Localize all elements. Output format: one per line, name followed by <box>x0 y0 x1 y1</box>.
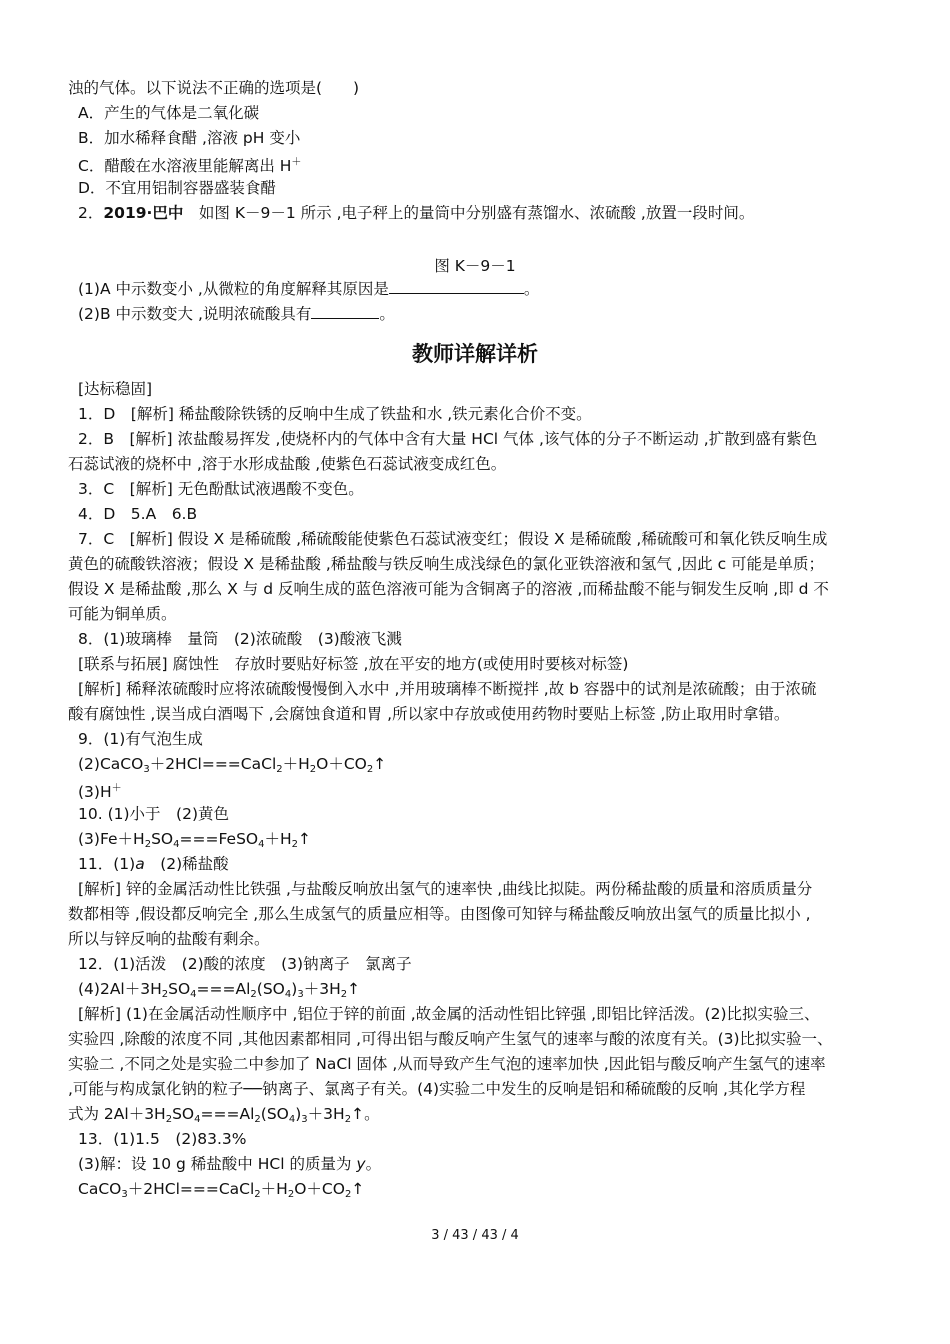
answer-7-line-1: 7．C [解析] 假设 X 是稀硫酸 ,稀硫酸能使紫色石蕊试液变红；假设 X 是稀硫酸 ,稀硫酸可和氧化铁反响生成 <box>78 530 828 548</box>
option-c <box>78 153 301 176</box>
answer-13: 13．(1)1.5 (2)83.3% <box>78 1130 247 1148</box>
question-2 <box>78 203 754 223</box>
answer-blank-1[interactable] <box>389 279 524 294</box>
answer-7-line-2: 黄色的硫酸铁溶液；假设 X 是稀盐酸 ,稀盐酸与铁反响生成浅绿色的氯化亚铁溶液和氢气 ,因此 c 可能是单质； <box>68 555 825 573</box>
answer-13-solution: (3)解：设 10 g 稀盐酸中 HCl 的质量为 y。 <box>78 1155 382 1173</box>
answer-9-part-3: (3)H＋ <box>78 783 122 801</box>
answer-12-analysis-line-2: 实验四 ,除酸的浓度不同 ,其他因素都相同 ,可得出铝与酸反响产生氢气的速率与酸的浓度有关。(3)比拟实验一、 <box>68 1030 833 1048</box>
equation-2: $(3)Fe+H_2SO_4===FeSO_4+H_2↑$ <box>78 830 312 850</box>
option-b: B．加水稀释食醋 ,溶液 pH 变小 <box>78 129 301 147</box>
answer-11: 11．(1)a (2)稀盐酸 <box>78 855 229 873</box>
answer-8: 8．(1)玻璃棒 量筒 (2)浓硫酸 (3)酸液飞溅 <box>78 630 402 648</box>
answer-2-line-1: 2．B [解析] 浓盐酸易挥发 ,使烧杯内的气体中含有大量 HCl 气体 ,该气体的分子不断运动 ,扩散到盛有紫色 <box>78 430 818 448</box>
answer-12-analysis-line-4: ,可能与构成氯化钠的粒子──钠离子、氯离子有关。(4)实验二中发生的反响是铝和稀硫酸的反响 ,其化学方程 <box>68 1080 806 1098</box>
question-2-part-1-text: (1)A 中示数变小 ,从微粒的角度解释其原因是 <box>78 280 389 298</box>
answer-4-6: 4．D 5.A 6.B <box>78 505 198 523</box>
answer-12-analysis-line-3: 实验二 ,不同之处是实验二中参加了 NaCl 固体 ,从而导致产生气泡的速率加快 ,因此铝与酸反响产生氢气的速率 <box>68 1055 826 1073</box>
answer-blank-2[interactable] <box>311 304 379 319</box>
answer-3: 3．C [解析] 无色酚酞试液遇酸不变色。 <box>78 480 364 498</box>
answer-7-line-4: 可能为铜单质。 <box>68 605 177 623</box>
question-2-part-1 <box>78 279 539 299</box>
answer-2-line-2: 石蕊试液的烧杯中 ,溶于水形成盐酸 ,使紫色石蕊试液变成红色。 <box>68 455 507 473</box>
question-2-text: 如图 K－9－1 所示 ,电子秤上的量筒中分别盛有蒸馏水、浓硫酸 ,放置一段时间。 <box>183 204 755 222</box>
option-c-text: C．醋酸在水溶液里能解离出 H <box>78 157 292 175</box>
answer-1: 1．D [解析] 稀盐酸除铁锈的反响中生成了铁盐和水 ,铁元素化合价不变。 <box>78 405 592 423</box>
question-2-source: 2019·巴中 <box>103 204 184 222</box>
equation-3: $(4)2Al+3H_2SO_4===Al_2(SO_4)_3+3H_2↑$ <box>78 980 361 1000</box>
question-2-part-1-end: 。 <box>523 280 540 298</box>
question-2-number: 2． <box>78 204 104 222</box>
answer-7-line-3: 假设 X 是稀盐酸 ,那么 X 与 d 反响生成的蓝色溶液可能为含铜离子的溶液 ,而稀盐酸不能与铜发生反响 ,即 d 不 <box>68 580 829 598</box>
option-a: A．产生的气体是二氧化碳 <box>78 104 260 122</box>
answer-8-extension: [联系与拓展] 腐蚀性 存放时要贴好标签 ,放在平安的地方(或使用时要核对标签) <box>78 655 629 673</box>
equation-4: 式为 $2Al+3H_2SO_4===Al_2(SO_4)_3+3H_2↑$。 <box>68 1105 380 1125</box>
answer-12-analysis-line-1: [解析] (1)在金属活动性顺序中 ,铝位于锌的前面 ,故金属的活动性铝比锌强 ,即铝比锌活泼。(2)比拟实验三、 <box>78 1005 820 1023</box>
answer-8-analysis-line-2: 酸有腐蚀性 ,误当成白酒喝下 ,会腐蚀食道和胃 ,所以家中存放或使用药物时要贴上标签 ,防止取用时拿错。 <box>68 705 790 723</box>
equation-5: $CaCO_3+2HCl===CaCl_2+H_2O+CO_2↑$ <box>78 1180 365 1200</box>
option-d: D．不宜用铝制容器盛装食醋 <box>78 179 276 197</box>
answer-11-analysis-line-1: [解析] 锌的金属活动性比铁强 ,与盐酸反响放出氢气的速率快 ,曲线比拟陡。两份稀盐酸的质量和溶质质量分 <box>78 880 813 898</box>
answer-10: 10. (1)小于 (2)黄色 <box>78 805 229 823</box>
equation-1: $(2)CaCO_3+2HCl===CaCl_2+H_2O+CO_2↑$ <box>78 755 387 775</box>
answer-9-part-1: 9．(1)有气泡生成 <box>78 730 203 748</box>
answer-11-analysis-line-2: 数都相等 ,假设都反响完全 ,那么生成氢气的质量应相等。由图像可知锌与稀盐酸反响放出氢气的质量比拟小 , <box>68 905 811 923</box>
answer-11-analysis-line-3: 所以与锌反响的盐酸有剩余。 <box>68 930 270 948</box>
section-title: 教师详解详析 <box>412 342 538 366</box>
question-stem-tail: 浊的气体。以下说法不正确的选项是( ) <box>68 79 360 97</box>
question-2-part-2-text: (2)B 中示数变大 ,说明浓硫酸具有 <box>78 305 312 323</box>
answer-12: 12．(1)活泼 (2)酸的浓度 (3)钠离子 氯离子 <box>78 955 412 973</box>
figure-caption: 图 K－9－1 <box>434 257 516 275</box>
question-2-part-2 <box>78 304 395 324</box>
subsection-heading: [达标稳固] <box>78 380 153 398</box>
option-c-superscript: ＋ <box>291 157 302 168</box>
page-footer: 3 / 43 / 43 / 4 <box>431 1228 519 1243</box>
question-2-part-2-end: 。 <box>379 305 395 323</box>
answer-8-analysis-line-1: [解析] 稀释浓硫酸时应将浓硫酸慢慢倒入水中 ,并用玻璃棒不断搅拌 ,故 b 容器中的试剂是浓硫酸；由于浓硫 <box>78 680 817 698</box>
